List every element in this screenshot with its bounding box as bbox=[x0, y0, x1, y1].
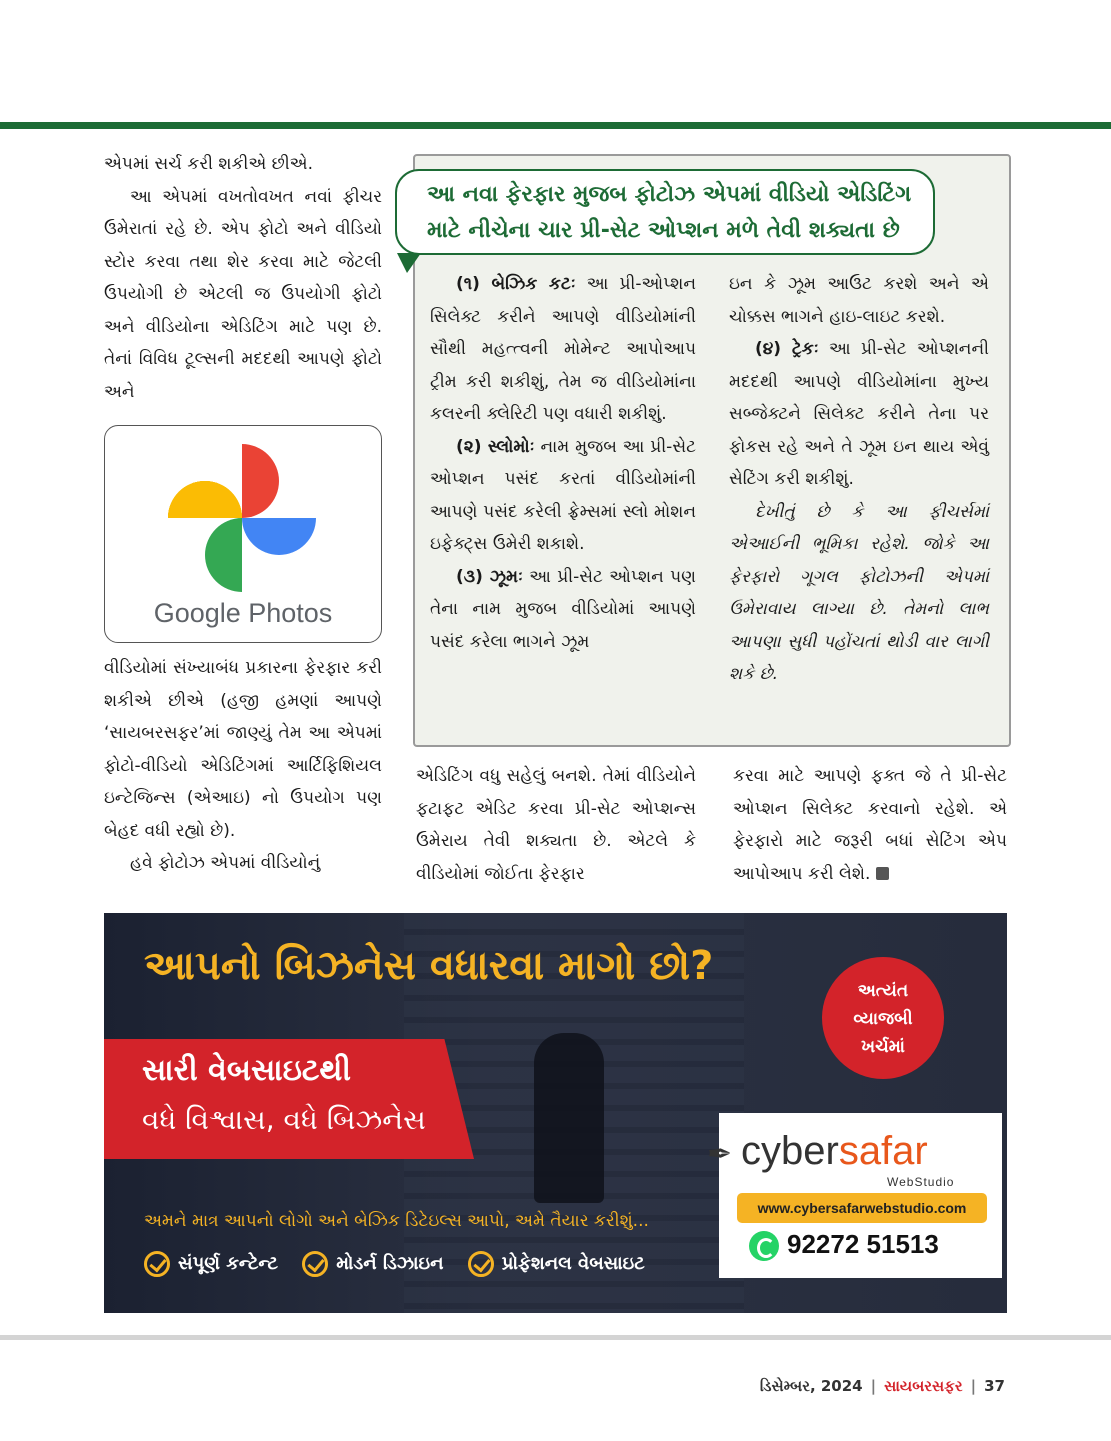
end-mark-icon bbox=[876, 867, 889, 880]
bird-icon: ✒ bbox=[707, 1138, 733, 1171]
banner-headline: સારી વેબસાઇટથી bbox=[142, 1053, 351, 1088]
preset-heading: (૩) ઝૂમઃ bbox=[456, 566, 523, 587]
preset-text: નામ મુજબ આ પ્રી-સેટ ઓપ્શન પસંદ કરતાં વીડિયોમાંની આપણે પસંદ કરેલી ફ્રેમ્સમાં સ્લો મોશન ઇફેક્ટ્સ ઉમેરી શકાશે. bbox=[430, 436, 696, 554]
whatsapp-icon bbox=[749, 1231, 779, 1261]
paragraph: એડિટિંગ વધુ સહેલું બનશે. તેમાં વીડિયોને ફટાફટ એડિટ કરવા પ્રી-સેટ ઓપ્શન્સ ઉમેરાય તેવી શક્યતા છે. એટલે કે વીડિયોમાં જોઈતા ફેરફાર bbox=[416, 766, 696, 884]
page-footer: ડિસેમ્બર, 2024 | સાયબરસફર | 37 bbox=[759, 1377, 1005, 1395]
ad-tagline: અમને માત્ર આપનો લોગો અને બેઝિક ડિટેઇલ્સ આપો, અમે તૈયાર કરીશું... bbox=[144, 1211, 649, 1231]
feature-item bbox=[468, 1251, 645, 1277]
check-icon bbox=[468, 1251, 494, 1277]
feature-list bbox=[144, 1251, 663, 1277]
paragraph bbox=[733, 760, 1007, 890]
banner-subline: વધે વિશ્વાસ, વધે બિઝનેસ bbox=[142, 1103, 426, 1136]
feature-item bbox=[302, 1251, 443, 1277]
callout-tail bbox=[397, 253, 421, 273]
preset-paragraph bbox=[430, 431, 696, 561]
feature-label: મોડર્ન ડિઝાઇન bbox=[336, 1253, 444, 1274]
preset-heading: (૨) સ્લોમોઃ bbox=[456, 436, 535, 457]
badge-line: વ્યાજબી bbox=[853, 1009, 913, 1029]
preset-paragraph bbox=[729, 333, 989, 496]
cybersafar-logo bbox=[707, 1129, 928, 1174]
callout-line: આ નવા ફેરફાર મુજબ ફોટોઝ એપમાં વીડિયો એડિટિંગ bbox=[427, 182, 912, 207]
preset-heading: (૧) બેઝિક કટઃ bbox=[456, 274, 576, 294]
box-column-2 bbox=[729, 268, 989, 691]
badge-line: ખર્ચમાં bbox=[861, 1037, 905, 1057]
bottom-column-2 bbox=[733, 760, 1007, 890]
preset-text: આ પ્રી-સેટ ઓપ્શનની મદદથી આપણે વીડિયોમાંના મુખ્ય સબ્જેક્ટને સિલેક્ટ કરીને તેના પર ફોકસ રહે અને તે ઝૂમ ઇન થાય એવું સેટિંગ કરી શકીશું. bbox=[729, 339, 990, 489]
bottom-rule bbox=[0, 1335, 1111, 1340]
preset-heading: (૪) ટ્રેકઃ bbox=[755, 339, 819, 359]
bottom-column-1 bbox=[416, 760, 696, 890]
paragraph: આ એપમાં વખતોવખત નવાં ફીચર ઉમેરાતાં રહે છે. એપ ફોટો અને વીડિયો સ્ટોર કરવા તથા શેર કરવા માટે જેટલી ઉપયોગી છે એટલી જ ઉપયોગી ફોટો અને વીડિયોના એડિટિંગ માટે પણ છે. તેનાં વિવિધ ટૂલ્સની મદદથી આપણે ફોટો અને bbox=[104, 186, 382, 402]
logo-part: cyber bbox=[741, 1129, 839, 1173]
page-number: 37 bbox=[984, 1377, 1005, 1395]
phone-text: 92272 51513 bbox=[787, 1229, 939, 1259]
advertisement[interactable] bbox=[104, 913, 1007, 1313]
paragraph: ઇન કે ઝૂમ આઉટ કરશે અને એ ચોક્કસ ભાગને હાઇ-લાઇટ કરશે. bbox=[729, 274, 989, 327]
feature-label: પ્રોફેશનલ વેબસાઇટ bbox=[501, 1253, 645, 1274]
callout-line: માટે નીચેના ચાર પ્રી-સેટ ઓપ્શન મળે તેવી શક્યતા છે bbox=[427, 218, 900, 243]
preset-paragraph bbox=[430, 561, 696, 659]
left-column-top bbox=[104, 148, 382, 408]
paragraph-text: કરવા માટે આપણે ફક્ત જે તે પ્રી-સેટ ઓપ્શન સિલેક્ટ કરવાનો રહેશે. એ ફેરફારો માટે જરૂરી બધાં સેટિંગ એપ આપોઆપ કરી લેશે. bbox=[733, 766, 1007, 884]
left-column-bottom bbox=[104, 652, 382, 880]
preset-text: આ પ્રી-સેટ ઓપ્શન પણ તેના નામ મુજબ વીડિયોમાં આપણે પસંદ કરેલા ભાગને ઝૂમ bbox=[430, 566, 697, 652]
top-rule bbox=[0, 122, 1111, 129]
phone-number[interactable] bbox=[749, 1229, 939, 1261]
feature-item bbox=[144, 1251, 278, 1277]
check-icon bbox=[302, 1251, 328, 1277]
check-icon bbox=[144, 1251, 170, 1277]
preset-text: આ પ્રી-ઓપ્શન સિલેક્ટ કરીને આપણે વીડિયોમાંની સૌથી મહત્ત્વની મોમેન્ટ આપોઆપ ટ્રીમ કરી શકીશું, તેમ જ વીડિયોમાંના કલરની ક્લેરિટી પણ વધારી શકીશું. bbox=[430, 274, 697, 424]
box-callout bbox=[395, 169, 935, 255]
badge-line: અત્યંત bbox=[857, 981, 909, 1001]
paragraph: એપમાં સર્ચ કરી શકીએ છીએ. bbox=[104, 154, 314, 174]
paragraph: હવે ફોટોઝ એપમાં વીડિયોનું bbox=[130, 853, 321, 873]
logo-part: safar bbox=[838, 1129, 928, 1173]
issue-date: ડિસેમ્બર, 2024 bbox=[759, 1377, 863, 1395]
preset-paragraph bbox=[430, 268, 696, 431]
feature-label: સંપૂર્ણ કન્ટેન્ટ bbox=[178, 1253, 278, 1274]
paragraph: વીડિયોમાં સંખ્યાબંધ પ્રકારના ફેરફાર કરી શકીએ છીએ (હજી હમણાં આપણે ‘સાયબરસફર’માં જાણ્યું તેમ આ એપમાં ફોટો-વીડિયો એડિટિંગમાં આર્ટિફિશિયલ ઇન્ટેજિન્સ (એઆઇ) નો ઉપયોગ પણ બેહદ વધી રહ્યો છે). bbox=[104, 658, 382, 841]
conclusion-paragraph: દેખીતું છે કે આ ફીચર્સમાં એઆઈની ભૂમિકા રહેશે. જોકે આ ફેરફારો ગૂગલ ફોટોઝની એપમાં ઉમેરાવાય લાગ્યા છે. તેમનો લાભ આપણા સુધી પહોંચતાં થોડી વાર લાગી શકે છે. bbox=[729, 501, 989, 684]
logo-subtitle: WebStudio bbox=[887, 1175, 955, 1189]
google-photos-image bbox=[104, 425, 382, 643]
google-photos-label: Google Photos bbox=[153, 598, 333, 628]
businessman-silhouette bbox=[534, 1033, 604, 1203]
price-badge bbox=[822, 957, 944, 1079]
ad-title: આપનો બિઝનેસ વધારવા માગો છો? bbox=[144, 943, 714, 989]
magazine-name: સાયબરસફર bbox=[884, 1377, 963, 1395]
google-photos-icon bbox=[160, 438, 324, 598]
contact-card bbox=[707, 1113, 1002, 1278]
box-column-1 bbox=[430, 268, 696, 658]
website-link[interactable]: www.cybersafarwebstudio.com bbox=[737, 1193, 987, 1223]
